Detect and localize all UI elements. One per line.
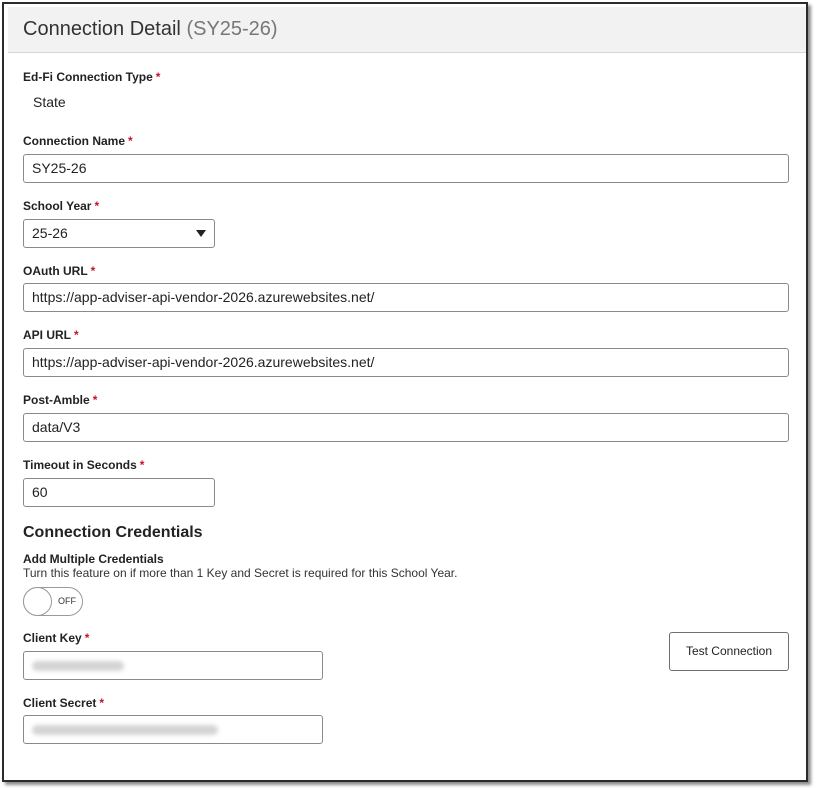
post-amble-input[interactable]: data/V3 [23,413,789,442]
required-marker: * [139,458,145,472]
client-key-label: Client Key * [23,631,90,645]
required-marker: * [155,70,161,84]
school-year-select[interactable] [23,219,215,248]
client-key-input[interactable] [23,651,323,680]
connection-type-value: State [33,94,66,110]
api-url-label: API URL * [23,328,79,342]
page-subtitle: (SY25-26) [186,18,278,40]
connection-name-input[interactable]: SY25-26 [23,154,789,183]
required-marker: * [84,631,90,645]
multiple-credentials-help: Turn this feature on if more than 1 Key and Secret is required for this School Year. [23,566,458,580]
school-year-label: School Year * [23,199,100,213]
required-marker: * [92,393,98,407]
dropdown-arrow-icon [196,230,206,237]
required-marker: * [99,696,105,710]
masked-value [32,661,124,671]
timeout-input[interactable]: 60 [23,478,215,507]
credentials-section-title: Connection Credentials [23,524,203,541]
client-secret-input[interactable] [23,715,323,744]
api-url-input[interactable]: https://app-adviser-api-vendor-2026.azurewebsites.net/ [23,348,789,377]
multiple-credentials-label: Add Multiple Credentials [23,552,164,566]
timeout-label: Timeout in Seconds * [23,458,145,472]
test-connection-button[interactable]: Test Connection [669,632,789,671]
required-marker: * [94,199,100,213]
required-marker: * [90,264,96,278]
multiple-credentials-toggle[interactable] [23,587,83,616]
client-secret-label: Client Secret * [23,696,105,710]
oauth-url-label: OAuth URL * [23,264,96,278]
oauth-url-input[interactable]: https://app-adviser-api-vendor-2026.azurewebsites.net/ [23,283,789,312]
connection-type-label: Ed-Fi Connection Type * [23,70,161,84]
page-title: Connection Detail (SY25-26) [23,18,278,40]
required-marker: * [128,134,133,148]
post-amble-label: Post-Amble * [23,393,98,407]
connection-name-label: Connection Name * [23,134,133,148]
school-year-selected-value: 25-26 [32,225,68,241]
toggle-state-label: OFF [58,596,76,606]
required-marker: * [74,328,79,342]
panel-header [8,7,806,53]
toggle-knob [23,587,52,616]
masked-value [32,725,218,735]
